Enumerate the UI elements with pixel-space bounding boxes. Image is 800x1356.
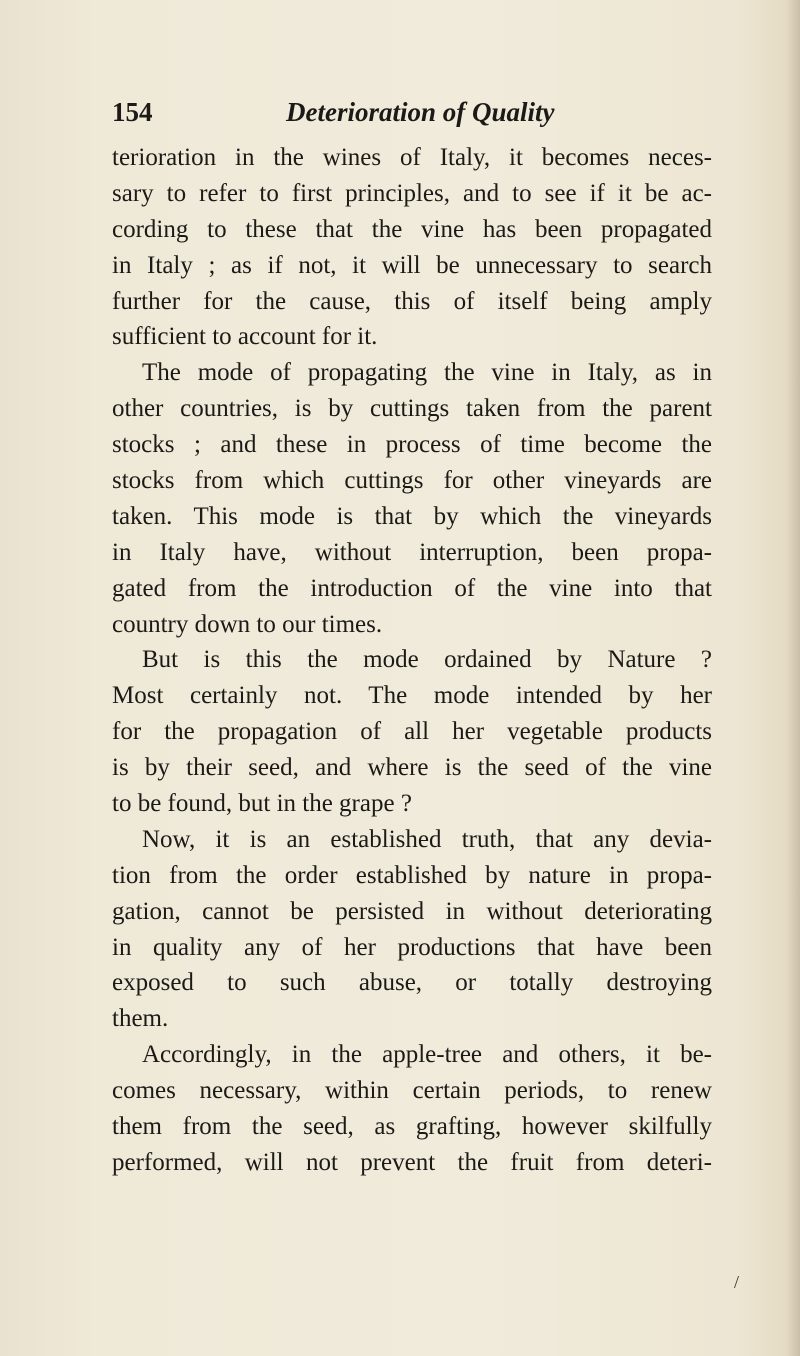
text-line: other countries, is by cuttings taken from the parent bbox=[112, 395, 712, 423]
text-line: in Italy ; as if not, it will be unnecessary to search bbox=[112, 251, 712, 279]
page-number: 154 bbox=[112, 97, 153, 127]
text-line: Now, it is an established truth, that any devia- bbox=[142, 825, 712, 853]
text-line: terioration in the wines of Italy, it becomes neces- bbox=[112, 144, 712, 171]
running-title: Deterioration of Quality bbox=[286, 97, 555, 127]
text-line: But is this the mode ordained by Nature ? bbox=[142, 646, 712, 674]
text-line: taken. This mode is that by which the vineyards bbox=[112, 502, 712, 530]
text-line: Most certainly not. The mode intended by her bbox=[112, 682, 712, 710]
text-line: comes necessary, within certain periods, to renew bbox=[112, 1077, 712, 1105]
text-line: sary to refer to first principles, and to see if it be ac- bbox=[112, 179, 712, 207]
text-line: cording to these that the vine has been propagated bbox=[112, 215, 712, 243]
text-line: Accordingly, in the apple-tree and others, it be- bbox=[142, 1041, 712, 1069]
text-line: exposed to such abuse, or totally destroying bbox=[112, 969, 712, 997]
stray-mark: / bbox=[734, 1272, 740, 1292]
body-text bbox=[112, 140, 712, 1181]
text-line: in quality any of her productions that have been bbox=[112, 933, 712, 961]
running-head bbox=[112, 92, 752, 132]
text-line: stocks from which cuttings for other vineyards are bbox=[112, 467, 712, 495]
text-line: country down to our times. bbox=[112, 610, 383, 638]
text-line: is by their seed, and where is the seed of the vine bbox=[112, 754, 712, 782]
text-line: performed, will not prevent the fruit from deteri- bbox=[112, 1148, 712, 1176]
page-edge-shadow bbox=[786, 0, 800, 1356]
text-line: tion from the order established by nature in propa- bbox=[112, 861, 712, 889]
text-line: them. bbox=[112, 1005, 169, 1033]
text-line: to be found, but in the grape ? bbox=[112, 790, 412, 818]
text-line: gated from the introduction of the vine into that bbox=[112, 574, 712, 602]
text-line: The mode of propagating the vine in Italy, as in bbox=[142, 359, 712, 387]
text-line: further for the cause, this of itself being amply bbox=[112, 287, 712, 315]
text-line: sufficient to account for it. bbox=[112, 323, 378, 351]
text-line: in Italy have, without interruption, been propa- bbox=[112, 538, 712, 566]
text-line: them from the seed, as grafting, however skilfully bbox=[112, 1113, 712, 1141]
text-line: stocks ; and these in process of time become the bbox=[112, 431, 712, 459]
text-line: gation, cannot be persisted in without deteriorating bbox=[112, 897, 712, 925]
text-line: for the propagation of all her vegetable products bbox=[112, 718, 712, 746]
